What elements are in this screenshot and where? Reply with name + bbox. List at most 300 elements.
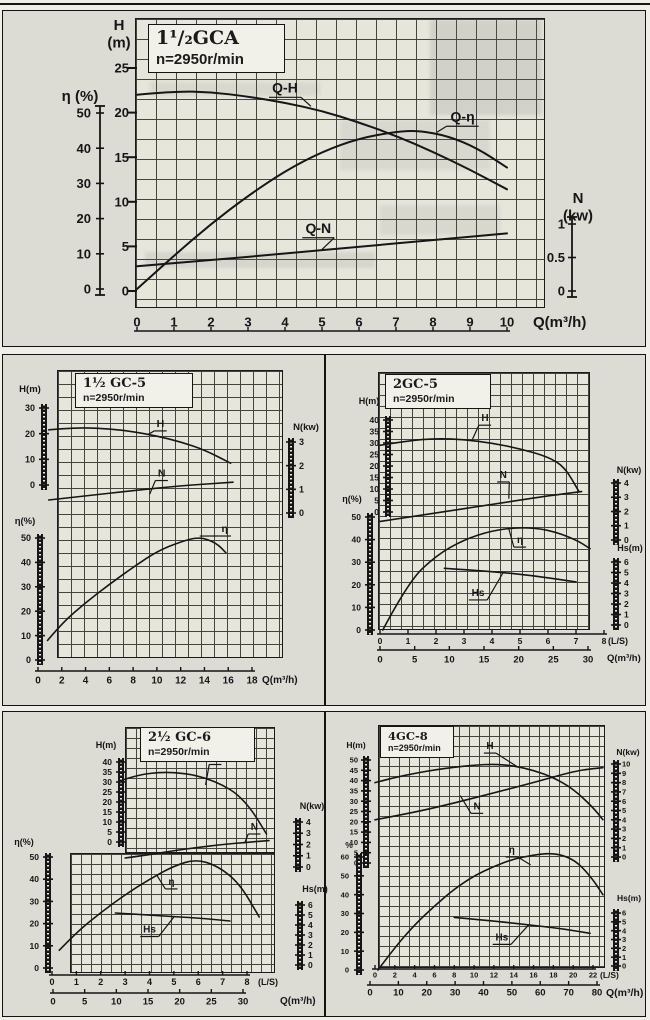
- chart-text: %: [345, 840, 353, 850]
- series-Hs: [444, 568, 576, 582]
- chart-text: 20: [20, 606, 31, 617]
- chart-text: 20: [29, 918, 39, 929]
- chart-text: 0: [35, 675, 41, 687]
- series-H: [49, 428, 231, 463]
- chart-text: 1: [405, 635, 411, 646]
- chart-text: 15: [369, 472, 379, 483]
- chart-text: 3: [624, 492, 629, 503]
- chart-text: 1: [299, 484, 305, 495]
- chart-text: N: [157, 467, 166, 480]
- curve-label-Q-H: [269, 80, 311, 107]
- chart-text: 10: [114, 194, 129, 210]
- chart-text: 30: [582, 654, 594, 666]
- chart-text: 5: [121, 238, 129, 254]
- chart-text: 3: [461, 635, 467, 646]
- chart-text: 7: [573, 635, 579, 646]
- chart-text: N(kw): [299, 801, 325, 811]
- series-Q-η: [137, 131, 507, 289]
- chart-text: 4: [412, 970, 417, 980]
- curve-label-H: [149, 418, 167, 434]
- chart-text: 12: [175, 675, 187, 687]
- chart-text: 1: [624, 520, 629, 531]
- chart-text: 10: [622, 759, 631, 769]
- chart-title-box-4: [140, 727, 255, 762]
- chart-text: 5: [107, 826, 112, 837]
- chart-text: 1: [622, 952, 627, 962]
- chart-text: 6: [622, 908, 627, 918]
- chart-text: 35: [349, 786, 358, 796]
- chart-text: 40: [340, 890, 349, 900]
- chart-text: 3: [122, 977, 128, 988]
- pump-model-3: 2GC-5: [393, 377, 438, 392]
- chart-text: 4: [624, 577, 629, 588]
- chart-text: 18: [246, 675, 258, 687]
- chart-text: Hs: [471, 587, 485, 599]
- chart-text: Q-η: [450, 108, 475, 125]
- chart-text: 10: [351, 602, 361, 613]
- chart-text: 30: [76, 175, 91, 191]
- chart-text: 8: [244, 977, 250, 988]
- chart-text: 10: [29, 940, 39, 951]
- x-axis-2: [377, 646, 641, 665]
- chart-text: 40: [29, 874, 39, 885]
- chart-text: 2: [207, 314, 215, 330]
- chart-text: 20: [24, 428, 35, 439]
- chart-text: H: [486, 741, 494, 753]
- y-axis-N: [293, 801, 324, 872]
- chart-text: 0: [121, 283, 129, 299]
- x-axis-1: [372, 965, 619, 980]
- chart-text: 3: [308, 929, 313, 940]
- chart-text: 30: [24, 403, 35, 414]
- chart-text: Q-N: [305, 219, 332, 236]
- chart-text: 20: [513, 654, 524, 666]
- chart-text: 2: [306, 839, 311, 850]
- chart-text: Hs: [143, 924, 156, 936]
- chart-text: 0: [377, 635, 383, 646]
- chart-text: 3: [622, 824, 627, 834]
- chart-text: 30: [29, 896, 39, 907]
- curve-label-Q-η: [437, 108, 479, 132]
- chart-text: 16: [222, 675, 234, 687]
- chart-text: 30: [340, 909, 349, 919]
- chart-text: (L/S): [608, 636, 628, 646]
- x-axis-1: [49, 971, 278, 987]
- curve-label-H: [484, 741, 517, 766]
- curve-label-Hs: [493, 925, 529, 944]
- chart-text: 50: [351, 511, 361, 522]
- chart-text: 60: [340, 852, 349, 862]
- series-H: [123, 772, 267, 834]
- chart-text: 6: [195, 977, 201, 988]
- chart-text: 5: [82, 996, 88, 1008]
- chart-text: 25: [349, 807, 358, 817]
- chart-text: H: [481, 413, 489, 425]
- chart-text: 18: [549, 970, 558, 980]
- chart-text: 25: [114, 60, 129, 76]
- chart-text: 14: [509, 970, 518, 980]
- chart-text: 0: [374, 506, 379, 517]
- chart-text: 15: [102, 806, 112, 817]
- chart-text: 5: [412, 654, 418, 666]
- y-axis-N: [611, 465, 641, 545]
- chart-text: 3: [624, 588, 629, 599]
- x-axis-2: [367, 981, 643, 999]
- curve-label-N: [150, 467, 168, 494]
- chart-text: 6: [106, 675, 113, 687]
- y-axis-Hs: [295, 884, 328, 970]
- chart-text: 0: [624, 534, 629, 545]
- chart-text: 30: [369, 437, 379, 448]
- chart-text: 7: [622, 787, 627, 797]
- chart-title-box-5: [380, 726, 454, 758]
- chart-text: 30: [351, 557, 361, 568]
- chart-text: η(%): [342, 494, 362, 504]
- chart-text: 14: [198, 675, 211, 687]
- series-η: [378, 854, 603, 970]
- chart-text: Q-H: [272, 79, 298, 96]
- chart-text: η: [508, 844, 515, 856]
- series-N: [125, 841, 269, 858]
- chart-text: N(kw): [616, 465, 642, 475]
- pump-speed-1: n=2950r/min: [156, 50, 244, 68]
- x-axis-2: [50, 989, 316, 1007]
- chart-text: 4: [281, 314, 289, 330]
- chart-text: 9: [466, 314, 474, 330]
- pump-model-1: 1¹/₂GCA: [156, 27, 239, 49]
- chart-text: 6: [432, 970, 437, 980]
- chart-text: 20: [351, 579, 361, 590]
- pump-speed-3: n=2950r/min: [393, 393, 455, 406]
- chart-text: 4: [622, 926, 627, 936]
- chart-text: 0: [622, 852, 627, 862]
- chart-text: Hs: [495, 932, 509, 944]
- chart-text: 0: [353, 858, 358, 868]
- chart-text: 1: [306, 850, 311, 861]
- chart-text: 40: [369, 414, 379, 425]
- chart-text: 0: [107, 836, 112, 847]
- chart-text: 0: [344, 965, 349, 975]
- chart-text: 50: [76, 105, 91, 121]
- chart-text: 50: [506, 987, 518, 999]
- chart-text: 2: [622, 943, 627, 953]
- chart-text: (L/S): [600, 970, 619, 980]
- chart-text: 5: [517, 635, 523, 646]
- chart-text: 40: [102, 756, 112, 767]
- chart-text: 5: [622, 806, 627, 816]
- chart-text: Hs(m): [302, 884, 328, 894]
- chart-2: [15, 384, 319, 687]
- chart-text: H(m): [95, 740, 117, 750]
- y-axis-eta: [341, 840, 364, 975]
- chart-text: 10: [499, 314, 515, 330]
- pump-model-5: 4GC-8: [388, 729, 428, 743]
- chart-text: 0: [624, 619, 629, 630]
- y-axis-H: [96, 740, 126, 847]
- chart-text: 4: [306, 816, 311, 827]
- chart-text: 40: [76, 140, 91, 156]
- chart-text: 0: [50, 996, 56, 1008]
- curve-label-H: [472, 413, 491, 439]
- series-η: [48, 538, 226, 640]
- chart-text: 10: [151, 675, 163, 687]
- pump-model-2: 1½ GC-5: [83, 376, 147, 391]
- chart-text: 10: [20, 630, 31, 641]
- chart-text: 0: [356, 624, 361, 635]
- chart-text: η: [168, 876, 175, 888]
- chart-text: 40: [20, 557, 31, 568]
- chart-text: 0: [299, 508, 305, 519]
- chart-text: 4: [622, 815, 627, 825]
- chart-text: 3: [244, 314, 252, 330]
- chart-text: 0: [377, 654, 383, 666]
- chart-text: 0: [367, 987, 373, 999]
- chart-text: 40: [349, 776, 358, 786]
- chart-text: 1: [624, 609, 629, 620]
- chart-text: 10: [24, 454, 35, 465]
- chart-text: 20: [421, 987, 433, 999]
- series-Hs: [115, 913, 230, 921]
- chart-text: N: [250, 822, 258, 833]
- chart-text: 5: [374, 495, 379, 506]
- chart-text: 1: [73, 977, 79, 988]
- chart-text: Q(m³/h): [280, 996, 316, 1007]
- chart-text: N: [473, 801, 481, 813]
- chart-text: 40: [478, 987, 489, 999]
- chart-text: 16: [529, 970, 538, 980]
- chart-text: H (m): [107, 17, 131, 52]
- chart-text: N: [499, 469, 507, 481]
- chart-text: 0: [557, 283, 565, 299]
- pump-speed-2: n=2950r/min: [83, 392, 145, 405]
- series-Q-H: [137, 92, 507, 190]
- chart-text: 25: [369, 449, 379, 460]
- chart-text: 0: [372, 970, 378, 980]
- chart-text: 25: [102, 786, 112, 797]
- chart-text: η: [221, 522, 228, 535]
- chart-text: 4: [82, 675, 89, 687]
- chart-text: 20: [102, 796, 112, 807]
- chart-text: Q(m³/h): [262, 675, 298, 686]
- chart-text: 8: [130, 675, 136, 687]
- chart-text: 0: [49, 977, 55, 988]
- chart-text: 3: [299, 437, 305, 448]
- chart-text: 10: [349, 838, 358, 848]
- chart-text: 25: [548, 654, 559, 666]
- chart-text: 2: [299, 460, 305, 471]
- chart-text: 10: [111, 996, 122, 1008]
- chart-text: η(%): [14, 516, 36, 527]
- chart-text: 60: [534, 987, 546, 999]
- chart-text: 30: [237, 996, 249, 1008]
- curve-label-Hs: [140, 917, 174, 937]
- chart-text: H(m): [346, 740, 366, 750]
- chart-text: 6: [622, 796, 627, 806]
- chart-text: 30: [349, 796, 358, 806]
- series-N: [375, 768, 603, 820]
- y-axis-eta: [15, 516, 45, 665]
- chart-text: 80: [591, 987, 603, 999]
- chart-5: [341, 740, 644, 999]
- chart-title-box-2: [75, 373, 193, 408]
- chart-text: 20: [569, 970, 578, 980]
- chart-text: 3: [306, 828, 311, 839]
- chart-text: 15: [349, 827, 358, 837]
- chart-text: 10: [76, 246, 91, 262]
- y-axis-eta: [14, 837, 53, 973]
- chart-3: [342, 396, 643, 665]
- chart-4: [14, 740, 328, 1007]
- chart-text: 5: [622, 917, 627, 927]
- chart-text: η(%): [14, 837, 34, 847]
- chart-text: 0.5: [546, 250, 565, 266]
- chart-text: 4: [146, 977, 153, 988]
- chart-text: 50: [340, 871, 349, 881]
- series-η: [59, 861, 259, 950]
- chart-text: 5: [353, 848, 358, 858]
- chart-text: 4: [489, 635, 495, 646]
- curve-label-η: [509, 529, 526, 547]
- chart-text: 15: [114, 149, 129, 165]
- chart-text: 2: [433, 635, 439, 646]
- curve-label-Q-N: [302, 220, 334, 250]
- chart-text: 8: [622, 778, 627, 788]
- chart-title-box-1: [148, 24, 285, 73]
- chart-text: 0: [306, 861, 311, 872]
- chart-text: 10: [469, 970, 479, 980]
- chart-text: 8: [429, 314, 437, 330]
- chart-text: 0: [29, 480, 35, 491]
- chart-text: 70: [563, 987, 574, 999]
- chart-text: Q(m³/h): [606, 987, 644, 999]
- chart-text: 10: [102, 816, 112, 827]
- chart-text: 35: [102, 766, 112, 777]
- chart-text: 1: [308, 949, 313, 960]
- curve-label-N: [497, 470, 509, 499]
- chart-text: 1: [557, 216, 565, 232]
- chart-1: [62, 17, 593, 331]
- chart-text: 9: [622, 768, 627, 778]
- chart-text: Hs(m): [616, 893, 642, 903]
- chart-text: 15: [478, 654, 490, 666]
- chart-text: 1: [170, 314, 178, 330]
- chart-text: 10: [340, 946, 349, 956]
- chart-text: 2: [58, 675, 65, 687]
- chart-text: 15: [142, 996, 154, 1008]
- chart-text: 10: [444, 654, 455, 666]
- chart-text: 40: [351, 534, 361, 545]
- x-axis-1: [377, 630, 628, 646]
- chart-text: 2: [624, 598, 629, 609]
- series-N: [49, 482, 233, 500]
- chart-text: 22: [588, 970, 598, 980]
- series-Hs: [454, 917, 590, 933]
- chart-text: 4: [308, 919, 313, 930]
- y-axis-N: [547, 190, 593, 299]
- chart-text: η: [516, 535, 524, 547]
- pump-speed-4: n=2950r/min: [148, 746, 210, 759]
- chart-text: 20: [369, 460, 379, 471]
- chart-text: 0: [133, 314, 141, 330]
- y-axis-N: [286, 422, 319, 518]
- chart-text: 50: [349, 755, 358, 765]
- chart-text: 25: [206, 996, 217, 1008]
- chart-title-box-3: [385, 374, 491, 409]
- chart-text: 20: [174, 996, 185, 1008]
- chart-text: 6: [545, 635, 551, 646]
- chart-text: 5: [171, 977, 177, 988]
- chart-text: 20: [76, 211, 91, 227]
- y-axis-Hs: [611, 543, 643, 630]
- chart-text: 6: [624, 556, 629, 567]
- chart-text: 0: [25, 655, 31, 666]
- chart-text: 5: [318, 314, 326, 330]
- chart-text: H(m): [358, 396, 380, 406]
- chart-text: 0: [83, 281, 91, 297]
- x-axis-1: [35, 667, 298, 687]
- chart-text: H(m): [19, 384, 41, 395]
- chart-text: 30: [20, 581, 31, 592]
- chart-text: 10: [369, 483, 379, 494]
- chart-text: 4: [624, 477, 629, 488]
- chart-text: N(kw): [616, 747, 640, 757]
- series-N: [380, 492, 582, 522]
- chart-text: 6: [355, 314, 363, 330]
- series-H: [380, 439, 579, 492]
- curve-label-η: [157, 875, 178, 889]
- chart-text: 5: [624, 567, 629, 578]
- y-axis-N: [611, 747, 640, 862]
- y-axis-eta: [62, 88, 105, 297]
- chart-text: η (%): [61, 88, 99, 105]
- chart-text: 0: [622, 961, 627, 971]
- chart-text: 30: [449, 987, 461, 999]
- pump-speed-5: n=2950r/min: [388, 743, 441, 754]
- chart-text: 12: [489, 970, 499, 980]
- chart-text: 45: [349, 765, 358, 775]
- chart-text: 30: [102, 776, 112, 787]
- chart-text: 0: [308, 959, 313, 970]
- chart-text: 35: [369, 426, 379, 437]
- y-axis-H: [107, 17, 137, 299]
- chart-text: 20: [349, 817, 358, 827]
- chart-text: 10: [393, 987, 404, 999]
- chart-text: H: [156, 417, 165, 430]
- chart-text: 8: [601, 635, 607, 646]
- curve-label-η: [200, 523, 231, 536]
- chart-text: N(kw): [293, 422, 319, 433]
- chart-text: 5: [308, 909, 313, 920]
- chart-text: 20: [340, 927, 349, 937]
- y-axis-eta: [342, 494, 375, 635]
- chart-text: Hs(m): [617, 543, 643, 553]
- chart-text: 2: [308, 939, 313, 950]
- chart-text: 1: [622, 843, 627, 853]
- chart-text: 2: [624, 506, 629, 517]
- chart-text: 3: [622, 935, 627, 945]
- chart-text: 7: [220, 977, 226, 988]
- chart-text: 2: [392, 970, 397, 980]
- chart-text: 7: [392, 314, 400, 330]
- chart-text: 50: [20, 533, 31, 544]
- chart-text: 20: [114, 105, 129, 121]
- y-axis-Hs: [611, 893, 641, 971]
- chart-text: Q(m³/h): [607, 653, 641, 664]
- y-axis-H: [359, 396, 393, 517]
- curve-label-Hs: [469, 573, 503, 600]
- chart-text: 2: [98, 977, 104, 988]
- chart-text: 50: [29, 851, 39, 862]
